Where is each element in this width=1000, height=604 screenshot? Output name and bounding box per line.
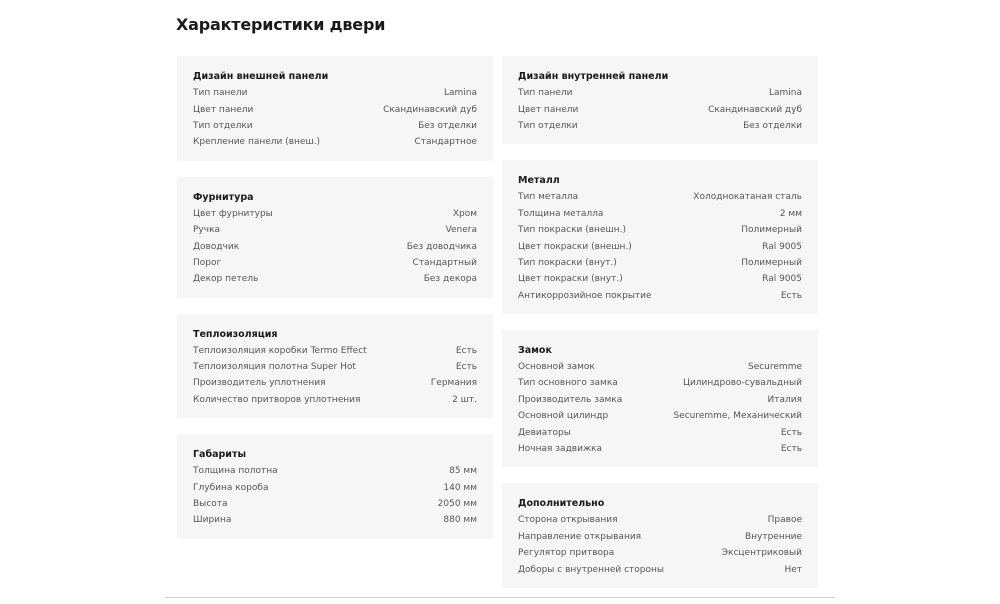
- spec-section-0-left: [177, 56, 493, 161]
- spec-value: Без отделки: [418, 120, 477, 131]
- spec-label: Цвет панели: [193, 104, 254, 115]
- spec-value: Securemme: [747, 362, 802, 373]
- spec-label: Толщина металла: [518, 208, 604, 219]
- spec-label: Тип металла: [518, 192, 579, 203]
- spec-value: 880 мм: [443, 515, 477, 526]
- spec-value: Venera: [445, 225, 477, 236]
- spec-value: Есть: [780, 290, 802, 301]
- spec-label: Порог: [193, 257, 222, 268]
- spec-value: Lamina: [768, 88, 802, 99]
- spec-row: [193, 271, 477, 287]
- spec-row: [518, 288, 802, 304]
- section-title: Дизайн внутренней панели: [518, 71, 669, 82]
- spec-value: Нет: [784, 564, 802, 575]
- spec-label: Доборы с внутренней стороны: [518, 564, 665, 575]
- spec-value: 2 шт.: [452, 394, 477, 405]
- spec-section-2-right: [502, 330, 818, 467]
- left-column: [177, 56, 493, 555]
- spec-section-3-left: [177, 434, 493, 539]
- spec-label: Тип панели: [518, 88, 573, 99]
- spec-row: [193, 375, 477, 391]
- spec-row: [193, 238, 477, 254]
- spec-row: [518, 545, 802, 561]
- spec-value: Без доводчика: [406, 241, 477, 252]
- spec-row: [193, 512, 477, 528]
- spec-value: Есть: [780, 427, 802, 438]
- spec-row: [518, 529, 802, 545]
- spec-row: [193, 206, 477, 222]
- spec-row: [518, 408, 802, 424]
- spec-section-2-left: [177, 314, 493, 419]
- spec-row: [193, 392, 477, 408]
- spec-row: [193, 343, 477, 359]
- spec-row: [193, 359, 477, 375]
- section-title: Замок: [518, 344, 552, 356]
- spec-label: Крепление панели (внеш.): [193, 137, 321, 148]
- bottom-divider: [165, 597, 835, 598]
- spec-value: Скандинавский дуб: [383, 104, 477, 115]
- spec-value: Правое: [767, 515, 802, 526]
- spec-row: [518, 189, 802, 205]
- spec-value: Полимерный: [741, 225, 802, 236]
- spec-value: Цилиндрово-сувальдный: [682, 378, 802, 389]
- spec-value: Securemme, Механический: [673, 411, 802, 422]
- spec-value: 140 мм: [443, 482, 477, 493]
- spec-value: Без отделки: [743, 120, 802, 131]
- spec-value: Без декора: [423, 274, 477, 285]
- spec-value: Холоднокатаная сталь: [693, 192, 802, 203]
- spec-label: Девиаторы: [518, 427, 571, 438]
- spec-value: Ral 9005: [762, 274, 802, 285]
- spec-label: Тип основного замка: [518, 378, 618, 389]
- spec-value: Скандинавский дуб: [708, 104, 802, 115]
- spec-value: Италия: [767, 394, 802, 405]
- spec-label: Основной замок: [518, 362, 595, 373]
- page-title: Характеристики двери: [176, 15, 386, 34]
- spec-row: [518, 392, 802, 408]
- spec-row: [193, 118, 477, 134]
- spec-row: [518, 238, 802, 254]
- spec-row: [193, 85, 477, 101]
- spec-value: Стандартное: [414, 137, 477, 148]
- spec-label: Тип панели: [193, 88, 248, 99]
- spec-label: Цвет покраски (внешн.): [518, 241, 632, 252]
- spec-section-3-right: [502, 483, 818, 588]
- spec-row: [193, 463, 477, 479]
- spec-section-0-right: [502, 56, 818, 144]
- spec-value: 85 мм: [449, 466, 477, 477]
- spec-row: [518, 375, 802, 391]
- spec-label: Количество притворов уплотнения: [193, 394, 361, 405]
- spec-row: [518, 101, 802, 117]
- spec-row: [193, 101, 477, 117]
- section-title: Габариты: [193, 449, 247, 461]
- spec-row: [193, 479, 477, 495]
- section-title: Дополнительно: [518, 498, 605, 510]
- spec-value: 2050 мм: [437, 499, 477, 510]
- spec-label: Направление открывания: [518, 531, 642, 542]
- spec-row: [518, 85, 802, 101]
- spec-label: Декор петель: [193, 274, 259, 285]
- spec-value: Ral 9005: [762, 241, 802, 252]
- spec-label: Теплоизоляция коробки Termo Effect: [193, 345, 367, 356]
- spec-value: Есть: [455, 362, 477, 373]
- spec-row: [518, 206, 802, 222]
- spec-row: [518, 271, 802, 287]
- spec-label: Антикоррозийное покрытие: [518, 290, 652, 301]
- spec-label: Доводчик: [193, 241, 240, 252]
- spec-value: 2 мм: [779, 208, 802, 219]
- spec-label: Ночная задвижка: [518, 444, 603, 455]
- spec-label: Сторона открывания: [518, 515, 618, 526]
- spec-label: Производитель уплотнения: [193, 378, 326, 389]
- spec-label: Ширина: [193, 515, 232, 526]
- spec-label: Ручка: [193, 225, 221, 236]
- spec-value: Полимерный: [741, 257, 802, 268]
- spec-row: [518, 424, 802, 440]
- spec-value: Lamina: [443, 88, 477, 99]
- spec-label: Производитель замка: [518, 394, 623, 405]
- spec-label: Толщина полотна: [193, 466, 278, 477]
- spec-value: Хром: [452, 208, 477, 219]
- spec-label: Тип отделки: [518, 120, 578, 131]
- spec-row: [518, 118, 802, 134]
- spec-label: Регулятор притвора: [518, 548, 615, 559]
- spec-value: Стандартный: [412, 257, 477, 268]
- spec-row: [518, 561, 802, 577]
- spec-label: Цвет покраски (внут.): [518, 274, 623, 285]
- spec-label: Тип покраски (внут.): [518, 257, 617, 268]
- section-title: Фурнитура: [193, 191, 254, 203]
- spec-label: Основной цилиндр: [518, 411, 609, 422]
- spec-value: Эксцентриковый: [721, 548, 802, 559]
- spec-label: Тип покраски (внешн.): [518, 225, 626, 236]
- spec-row: [193, 496, 477, 512]
- spec-label: Цвет фурнитуры: [193, 208, 273, 219]
- right-column: [502, 56, 818, 604]
- spec-label: Высота: [193, 499, 228, 510]
- section-title: Теплоизоляция: [193, 328, 278, 340]
- section-title: Дизайн внешней панели: [193, 71, 329, 82]
- section-title: Металл: [518, 175, 560, 187]
- spec-label: Тип отделки: [193, 120, 253, 131]
- spec-value: Есть: [455, 345, 477, 356]
- spec-value: Германия: [430, 378, 477, 389]
- spec-row: [193, 255, 477, 271]
- spec-section-1-right: [502, 160, 818, 314]
- spec-label: Теплоизоляция полотна Super Hot: [193, 362, 356, 373]
- spec-row: [193, 222, 477, 238]
- spec-row: [193, 134, 477, 150]
- spec-label: Цвет панели: [518, 104, 579, 115]
- spec-row: [518, 255, 802, 271]
- spec-row: [518, 359, 802, 375]
- spec-section-1-left: [177, 177, 493, 298]
- spec-row: [518, 222, 802, 238]
- spec-value: Внутренние: [744, 531, 802, 542]
- spec-label: Глубина короба: [193, 482, 269, 493]
- spec-value: Есть: [780, 444, 802, 455]
- spec-row: [518, 441, 802, 457]
- spec-row: [518, 512, 802, 528]
